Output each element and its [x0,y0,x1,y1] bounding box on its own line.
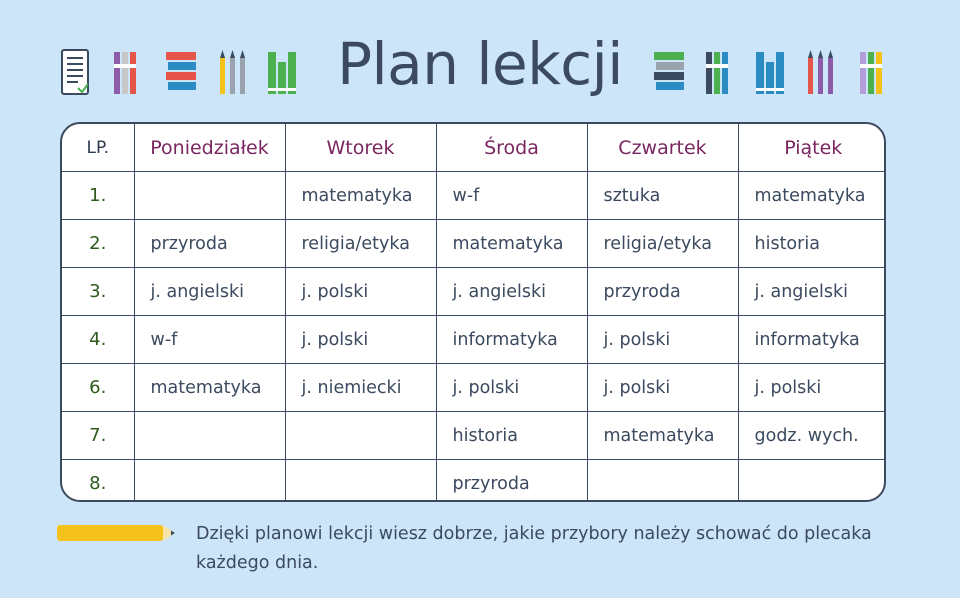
table-cell: przyroda [436,460,587,503]
table-cell: informatyka [738,316,886,364]
table-row [62,220,886,268]
lesson-number: 4. [62,316,134,364]
note-text: Dzięki planowi lekcji wiesz dobrze, jakie przybory należy schować do plecaka każdego dnia. [196,524,872,573]
table-cell: godz. wych. [738,412,886,460]
table-cell [134,460,285,503]
lesson-number: 2. [62,220,134,268]
table-cell [285,460,436,503]
column-header-wednesday: Środa [436,124,587,172]
table-cell: matematyka [587,412,738,460]
table-row [62,364,886,412]
table-cell: j. polski [738,364,886,412]
column-header-thursday: Czwartek [587,124,738,172]
table-cell [134,412,285,460]
table-cell: j. angielski [436,268,587,316]
lesson-number: 6. [62,364,134,412]
table-row [62,412,886,460]
column-header-friday: Piątek [738,124,886,172]
markers-icon [706,52,728,94]
decorative-icons-right [652,48,892,98]
lesson-number: 7. [62,412,134,460]
table-cell: matematyka [134,364,285,412]
books-icon [756,52,784,94]
table-cell: j. polski [285,316,436,364]
table-cell: historia [436,412,587,460]
lesson-number: 8. [62,460,134,503]
books-stack-icon [654,52,684,90]
table-cell [738,460,886,503]
table-cell: matematyka [738,172,886,220]
lesson-number: 1. [62,172,134,220]
table-cell: j. polski [436,364,587,412]
table-row [62,172,886,220]
table-cell: matematyka [285,172,436,220]
table-cell: j. angielski [738,268,886,316]
table-cell: historia [738,220,886,268]
table-cell: w-f [436,172,587,220]
pencils-icon [808,50,833,94]
table-cell: przyroda [134,220,285,268]
table-cell: j. polski [285,268,436,316]
table-cell: przyroda [587,268,738,316]
table-cell [285,412,436,460]
table-cell: informatyka [436,316,587,364]
table-cell: j. polski [587,316,738,364]
column-header-lp: LP. [62,124,134,172]
table-row [62,460,886,503]
table-cell [134,172,285,220]
table-row [62,268,886,316]
table-cell: religia/etyka [587,220,738,268]
table-cell: j. angielski [134,268,285,316]
page-title: Plan lekcji [337,30,623,98]
markers-icon [860,52,882,94]
lesson-number: 3. [62,268,134,316]
table-cell: j. polski [587,364,738,412]
pencil-icon [57,524,181,544]
table-row [62,316,886,364]
table-cell: j. niemiecki [285,364,436,412]
table-header-row [62,124,886,172]
table-cell: w-f [134,316,285,364]
table-cell: religia/etyka [285,220,436,268]
table-cell: matematyka [436,220,587,268]
schedule-table [60,122,886,502]
column-header-tuesday: Wtorek [285,124,436,172]
table-cell [587,460,738,503]
column-header-monday: Poniedziałek [134,124,285,172]
table-cell: sztuka [587,172,738,220]
